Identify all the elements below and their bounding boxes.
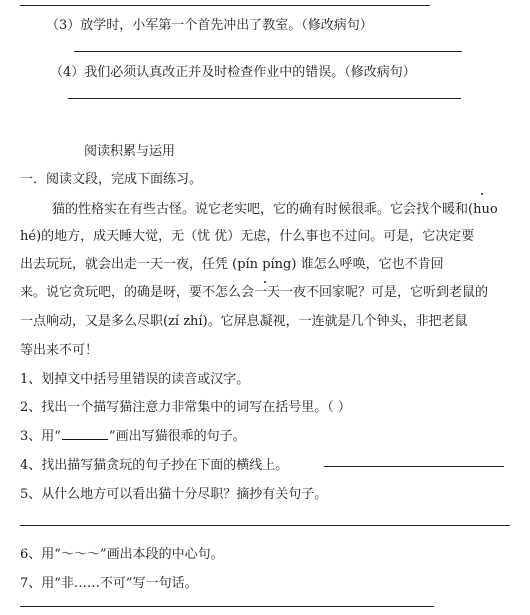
answer-line [324,466,504,467]
answer-line [20,606,434,607]
passage-line: 来。说它贪玩吧，的确是呀，要不怎么会一天一夜不回家呢？可是，它听到老鼠的 [20,285,489,300]
item-4-text: （4）我们必须认真改正并及时检查作业中的错误。（修改病句） [50,65,416,80]
passage-line: 等出来不可！ [20,343,99,358]
answer-line [20,525,510,526]
answer-line [20,5,430,6]
answer-line [68,98,461,99]
emphasis-dot [264,281,266,283]
passage-line: hé)的地方，成天睡大觉，无（忧 优）无虑，什么事也不过问。可是，它决定要 [20,229,475,244]
question-6: 6、用“～～～”画出本段的中心句。 [20,547,224,562]
emphasis-dot [481,193,483,195]
item-3-text: （3）放学时，小军第一个首先冲出了教室。（修改病句） [46,18,373,33]
answer-line [74,51,462,52]
question-3 [20,425,246,444]
section-instruction: 一．阅读文段，完成下面练习。 [20,172,203,187]
question-2: 2、找出一个描写猫注意力非常集中的词写在括号里。（ ） [20,400,351,415]
underline-sample [62,429,108,440]
question-1: 1、划掉文中括号里错误的读音或汉字。 [20,372,250,387]
passage-line: 一点响动，又是多么尽职(zí zhí)。它屏息凝视，一连就是几个钟头，非把老鼠 [20,314,468,329]
passage-line: 猫的性格实在有些古怪。说它老实吧，它的确有时候很乖。它会找个暖和(huo [52,202,498,217]
question-5: 5、从什么地方可以看出猫十分尽职？摘抄有关句子。 [20,487,328,502]
passage-line: 出去玩玩，就会出走一天一夜，任凭 (pín píng) 谁怎么呼唤，它也不肯回 [20,257,444,272]
question-7: 7、用“非……不可”写一句话。 [20,576,198,591]
question-3-end: ”画出写猫很乖的句子。 [108,429,246,444]
question-3-start: 3、用“ [20,429,61,444]
section-title: 阅读积累与运用 [84,144,176,159]
question-4: 4、找出描写猫贪玩的句子抄在下面的横线上。 [20,458,289,473]
